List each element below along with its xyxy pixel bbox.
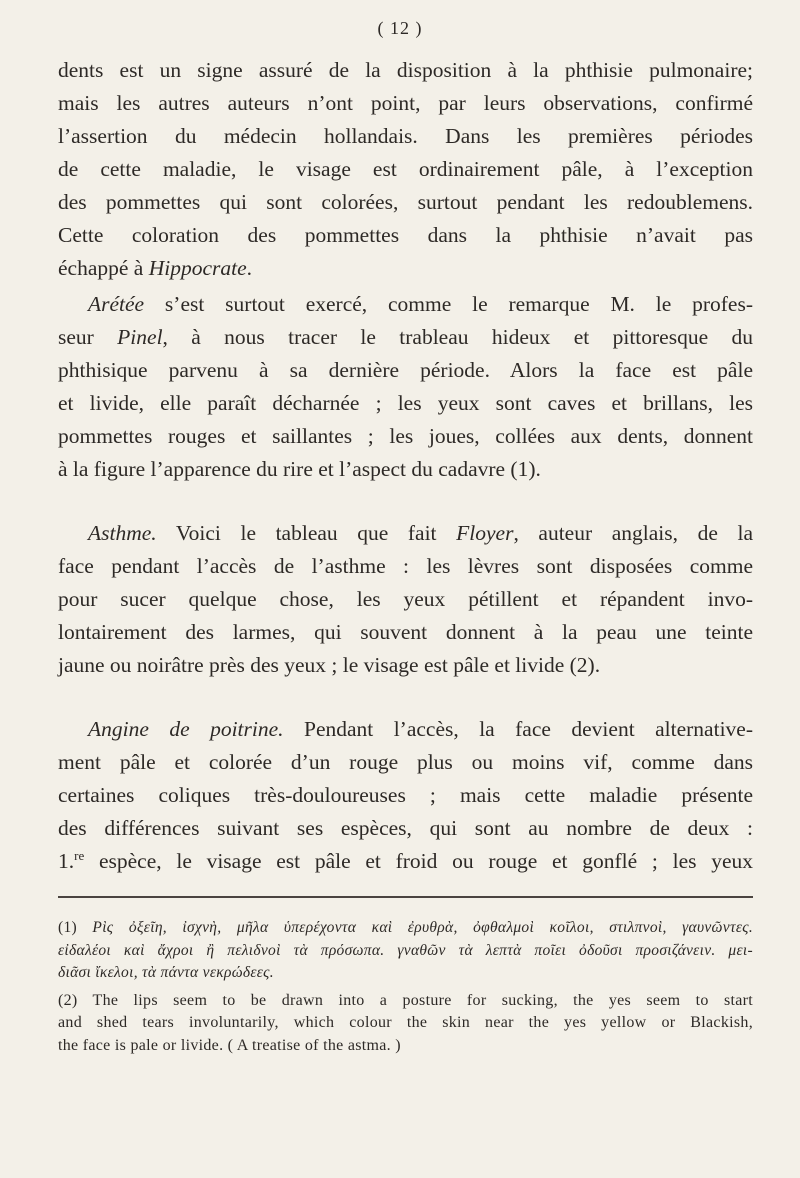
text-line — [58, 616, 753, 649]
text-segment: s’est surtout exercé, comme le remarque M. le profes- — [144, 292, 753, 316]
text-segment: de cette maladie, le visage est ordinairement pâle, à l’exception — [58, 157, 753, 181]
footnote-line — [58, 917, 753, 940]
paragraph-continued — [58, 54, 753, 285]
text-segment: seur — [58, 325, 118, 349]
text-segment: , auteur anglais, de la — [513, 521, 753, 545]
italic-text: εἰδαλέοι καὶ ἄχροι ἢ πελιδνοὶ τὰ πρόσωπα. γναθῶν τὰ λεπτὰ ποῖει ὀδοῦσι προσιζάνειν. μει- — [58, 941, 753, 959]
text-segment: des pommettes qui sont colorées, surtout pendant les redoublemens. — [58, 190, 753, 214]
paragraph-asthme — [58, 517, 753, 682]
paragraph-aretee — [58, 288, 753, 486]
superscript-text: re — [74, 848, 85, 863]
italic-text: Angine de poitrine. — [88, 717, 284, 741]
text-segment: espèce, le visage est pâle et froid ou rouge et gonflé ; les yeux — [84, 849, 753, 873]
text-segment: and shed tears involuntarily, which colour the skin near the yes yellow or Blackish, — [58, 1014, 753, 1031]
text-segment: the face is pale or livide. ( A treatise of the astma. ) — [58, 1036, 401, 1054]
page-number: ( 12 ) — [377, 18, 423, 38]
italic-text: Hippocrate — [148, 256, 247, 280]
text-segment: Cette coloration des pommettes dans la phthisie n’avait pas — [58, 223, 753, 247]
footnote-line — [58, 940, 753, 963]
text-segment: certaines coliques très-douloureuses ; mais cette maladie présente — [58, 783, 753, 807]
body-text — [58, 54, 753, 878]
text-segment: (1) — [58, 919, 93, 936]
text-segment: l’assertion du médecin hollandais. Dans les premières périodes — [58, 124, 753, 148]
text-line — [58, 153, 753, 186]
text-line — [58, 186, 753, 219]
text-line — [58, 779, 753, 812]
text-line — [58, 54, 753, 87]
italic-text: Floyer — [456, 521, 514, 545]
footnote-2 — [58, 990, 753, 1058]
text-segment: mais les autres auteurs n’ont point, par leurs observations, confirmé — [58, 91, 753, 115]
text-segment: , à nous tracer le trableau hideux et pittoresque du — [162, 325, 753, 349]
footnotes — [58, 917, 753, 1057]
text-segment: des différences suivant ses espèces, qui sont au nombre de deux : — [58, 816, 753, 840]
text-line — [58, 812, 753, 845]
text-line — [58, 321, 753, 354]
text-segment: à la figure l’apparence du rire et l’aspect du cadavre (1). — [58, 457, 541, 481]
text-segment: face pendant l’accès de l’asthme : les lèvres sont disposées comme — [58, 554, 753, 578]
text-segment: lontairement des larmes, qui souvent donnent à la peau une teinte — [58, 620, 753, 644]
text-segment: . — [246, 256, 253, 280]
footnote-line — [58, 962, 753, 985]
text-segment: ment pâle et colorée d’un rouge plus ou moins vif, comme dans — [58, 750, 753, 774]
text-segment: dents est un signe assuré de la disposition à la phthisie pulmonaire; — [58, 58, 753, 82]
text-line — [58, 387, 753, 420]
text-segment: 1. — [58, 849, 75, 873]
text-line — [58, 354, 753, 387]
italic-text: Arétée — [88, 292, 145, 316]
text-line — [58, 87, 753, 120]
text-segment: pour sucer quelque chose, les yeux pétillent et répandent invo- — [58, 587, 753, 611]
text-segment: (2) The lips seem to be drawn into a posture for sucking, the yes seem to start — [58, 991, 753, 1009]
italic-text: Pinel — [117, 325, 163, 349]
footnote-1 — [58, 917, 753, 985]
text-segment: et livide, elle paraît décharnée ; les yeux sont caves et brillans, les — [58, 391, 753, 415]
text-segment: échappé à — [58, 256, 149, 280]
text-line — [58, 713, 753, 746]
text-line — [58, 420, 753, 453]
paragraph-angine — [58, 713, 753, 878]
text-line — [58, 252, 753, 285]
text-line — [58, 845, 753, 878]
text-line — [58, 649, 753, 682]
text-segment: pommettes rouges et saillantes ; les joues, collées aux dents, donnent — [58, 424, 753, 448]
text-segment: Pendant l’accès, la face devient alternative- — [283, 717, 753, 741]
text-line — [58, 517, 753, 550]
text-segment: Voici le tableau que fait — [156, 521, 457, 545]
italic-text: Asthme. — [88, 521, 157, 545]
text-line — [58, 583, 753, 616]
text-line — [58, 288, 753, 321]
footnote-rule — [58, 896, 753, 898]
text-segment: jaune ou noirâtre près des yeux ; le visage est pâle et livide (2). — [58, 653, 601, 677]
text-line — [58, 746, 753, 779]
text-line — [58, 219, 753, 252]
footnote-line — [58, 990, 753, 1013]
italic-text: διᾶσι ἴκελοι, τὰ πάντα νεκρώδεες. — [58, 964, 274, 981]
text-line — [58, 120, 753, 153]
footnote-line — [58, 1035, 753, 1058]
footnote-line — [58, 1012, 753, 1035]
text-line — [58, 550, 753, 583]
text-segment: phthisique parvenu à sa dernière période. Alors la face est pâle — [58, 358, 753, 382]
italic-text: Ρὶς ὀξεῖη, ἰσχνὴ, μῆλα ὑπερέχοντα καὶ ἐρυθρὰ, ὀφθαλμοὶ κοῖλοι, στιλπνοὶ, γαυνῶντες. — [92, 919, 754, 936]
text-line — [58, 453, 753, 486]
